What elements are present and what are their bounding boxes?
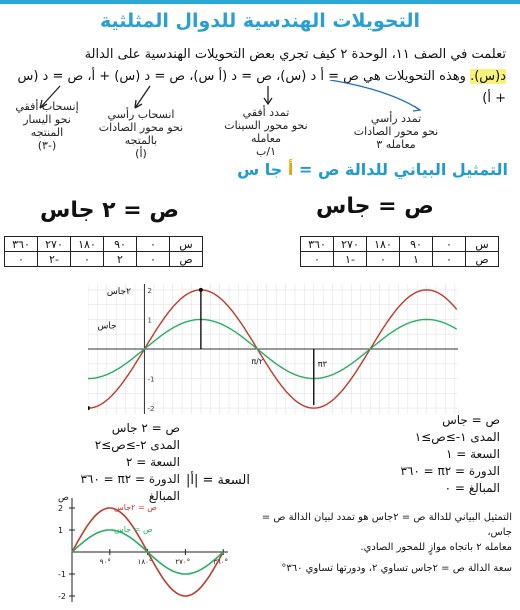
table-cell: ٢٧٠ xyxy=(38,237,71,252)
table-cell: ٣٦٠ xyxy=(5,237,38,252)
table-row xyxy=(301,252,499,267)
y-tick-label: 2 xyxy=(147,286,152,295)
note-line: (أ) xyxy=(135,147,147,160)
page-title: التحويلات الهندسية للدوال المثلثية xyxy=(100,10,420,32)
left-equation: ص = ٢ جاس xyxy=(40,198,179,223)
left-work-amp: السعة = ٢ xyxy=(125,455,180,469)
right-work-amp: السعة = ١ xyxy=(445,447,500,461)
y-tick-label: -1 xyxy=(58,570,66,579)
y-tick-label: 2 xyxy=(58,504,64,513)
right-value-table xyxy=(300,236,499,267)
table-cell: ٩٠ xyxy=(104,237,137,252)
table-cell: ٣٦٠ xyxy=(301,237,334,252)
note-line: نحو محور الصادات xyxy=(98,121,184,134)
table-cell: ٠ xyxy=(433,252,466,267)
table-cell: ١ xyxy=(400,252,433,267)
top-border xyxy=(0,0,520,4)
section-title xyxy=(237,160,508,179)
note-horizontal-stretch xyxy=(224,106,308,158)
min-point xyxy=(88,406,90,410)
right-work-phase: المبالغ = ٠ xyxy=(444,481,500,495)
table-cell: ٠ xyxy=(137,237,170,252)
x-tick-label: ١٨٠° xyxy=(137,558,153,566)
pi-half-label: π/٢ xyxy=(251,356,264,366)
right-work-eq: ص = جاس xyxy=(442,413,500,427)
table-cell: ٠ xyxy=(5,252,38,267)
note-line: نحو اليسار xyxy=(23,113,71,126)
table-cell: ٢- xyxy=(38,252,71,267)
note-text xyxy=(344,112,448,151)
note-line: بالمتجه xyxy=(124,134,158,147)
three-pi-label: π٣ xyxy=(317,359,327,369)
note-line: (٣-) xyxy=(37,139,57,152)
table-cell: ٢٧٠ xyxy=(334,237,367,252)
table-cell: س xyxy=(466,237,499,252)
caption-line-3: سعة الدالة ص = ٢جاس تساوي ٢، ودورتها تساوي ٣٦٠° xyxy=(281,563,512,574)
caption-text xyxy=(236,510,512,576)
note-line: معامله ٣ xyxy=(376,138,416,151)
table-cell: ٩٠ xyxy=(400,237,433,252)
intro-line-2-text: وهذه التحويلات هي ص = أ د (س)، ص = د (أ س)، ص = د (س) + أ، ص = د (س + أ) xyxy=(17,69,506,106)
note-line: ١/ب xyxy=(256,145,276,158)
left-work-phase: المبالغ xyxy=(148,489,180,503)
caption-line-2: معامله ٢ باتجاه موازٍ للمحور الصادي. xyxy=(360,542,512,553)
right-work xyxy=(330,412,500,497)
table-cell: ١٨٠ xyxy=(367,237,400,252)
note-vertical-shift xyxy=(96,108,186,160)
table-cell: ص xyxy=(170,252,203,267)
note-text xyxy=(8,100,86,152)
note-horizontal-shift xyxy=(8,100,86,152)
note-line: إنسحاب أفقي xyxy=(15,100,79,113)
table-cell: ٠ xyxy=(433,237,466,252)
left-work-range: المدى ٢-≥ص≥٢ xyxy=(94,438,180,452)
y-tick-label: -2 xyxy=(147,405,155,414)
section-title-a: التمثيل البياني للدالة ص = xyxy=(293,160,508,179)
table-cell: س xyxy=(170,237,203,252)
y-tick-label: 1 xyxy=(58,526,64,535)
table-cell: ٠ xyxy=(71,252,104,267)
note-line: المنتجه xyxy=(30,126,64,139)
note-line: تمدد رأسي xyxy=(370,112,422,125)
note-line: نحو محور السينات xyxy=(224,119,308,132)
y-tick-label: 1 xyxy=(147,316,152,325)
note-text xyxy=(96,108,186,160)
x-tick-label: ٢٧٠° xyxy=(175,558,191,566)
sine-graph xyxy=(88,284,458,414)
textbook-graph xyxy=(50,490,230,606)
left-value-table xyxy=(4,236,203,267)
right-work-period: الدورة = π٢ = ٣٦٠ xyxy=(400,464,500,478)
caption-line-1: التمثيل البياني للدالة ص = ٢جاس هو تمدد لبيان الدالة ص = جاس، xyxy=(261,512,512,538)
right-work-range: المدى ١-≥ص≥١ xyxy=(414,430,500,444)
legend-green: ص = جاس xyxy=(114,525,153,534)
amplitude-formula: السعة = |أ| xyxy=(186,473,250,488)
left-work-period: الدورة = π٢ = ٣٦٠ xyxy=(80,472,180,486)
left-work-eq: ص = ٢ جاس xyxy=(111,421,180,435)
legend-red: ص = ٢جاس xyxy=(114,503,157,512)
note-line: تمدد أفقي xyxy=(242,106,290,119)
max-point xyxy=(199,288,203,292)
table-header-row xyxy=(5,237,203,252)
table-cell: ١- xyxy=(334,252,367,267)
table-cell: ٠ xyxy=(301,252,334,267)
section-title-c: جا س xyxy=(237,160,288,179)
note-line: معامله xyxy=(251,132,281,145)
highlighted-function: د(س). xyxy=(470,69,506,84)
note-line: انسحاب رأسي xyxy=(107,108,175,121)
note-vertical-stretch xyxy=(344,112,448,151)
red-curve-label: ٢جاس xyxy=(106,286,131,297)
x-tick-label: ٩٠° xyxy=(99,558,111,566)
y-tick-label: -1 xyxy=(147,375,155,384)
intro-line-1: تعلمت في الصف ١١، الوحدة ٢ كيف تجري بعض التحويلات الهندسية على الدالة xyxy=(84,47,506,62)
table-cell: ١٨٠ xyxy=(71,237,104,252)
table-cell: ص xyxy=(466,252,499,267)
x-tick-label: ٣٦٠° xyxy=(213,558,228,566)
right-equation: ص = جاس xyxy=(316,194,434,219)
green-curve-label: جاس xyxy=(97,321,117,332)
section-title-b: أ xyxy=(287,160,294,179)
y-axis-label: ص xyxy=(58,493,69,503)
note-text xyxy=(224,106,308,158)
table-row xyxy=(5,252,203,267)
table-cell: ٠ xyxy=(137,252,170,267)
note-line: نحو محور الصادات xyxy=(353,125,439,138)
table-header-row xyxy=(301,237,499,252)
table-cell: ٠ xyxy=(367,252,400,267)
table-cell: ٢ xyxy=(104,252,137,267)
y-tick-label: -2 xyxy=(58,592,66,601)
